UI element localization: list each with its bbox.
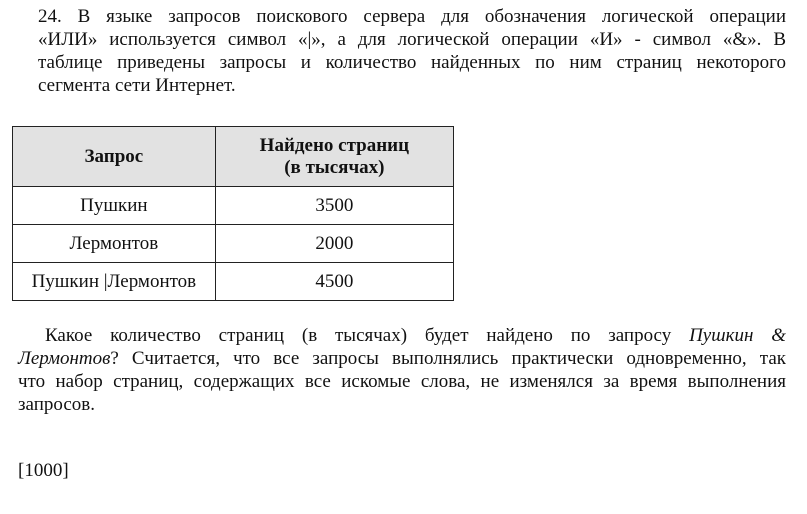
table-row bbox=[13, 187, 454, 225]
question-text-part: ? Считается, что все запросы выполнялись практически одновременно, так bbox=[110, 348, 786, 369]
answer: [1000] bbox=[18, 460, 69, 481]
cell-query: Пушкин bbox=[13, 187, 216, 225]
query-italic: Пушкин & bbox=[689, 325, 786, 346]
header-pages bbox=[215, 127, 453, 187]
question-line: запросов. bbox=[18, 394, 95, 415]
question-line bbox=[18, 347, 786, 370]
header-pages-line2: (в тысячах) bbox=[284, 156, 385, 178]
task-line: таблице приведены запросы и количество найденных по ним страниц некоторого bbox=[38, 52, 786, 73]
header-query: Запрос bbox=[13, 127, 216, 187]
question-text-part: Какое количество страниц (в тысячах) будет найдено по запросу bbox=[45, 325, 672, 346]
cell-query: Пушкин |Лермонтов bbox=[13, 263, 216, 301]
table-header-row bbox=[13, 127, 454, 187]
table-row bbox=[13, 263, 454, 301]
query-italic: Лермонтов bbox=[18, 348, 111, 369]
question-line bbox=[18, 324, 786, 347]
task-line: 24. В языке запросов поискового сервера для обозначения логической операции bbox=[38, 6, 786, 27]
question-text bbox=[18, 324, 786, 416]
table-row bbox=[13, 225, 454, 263]
query-table bbox=[12, 126, 454, 301]
cell-query: Лермонтов bbox=[13, 225, 216, 263]
task-line: «ИЛИ» используется символ «|», а для логической операции «И» - символ «&». В bbox=[38, 29, 786, 50]
question-line: что набор страниц, содержащих все искомые слова, не изменялся за время выполнения bbox=[18, 371, 786, 392]
header-pages-line1: Найдено страниц bbox=[259, 134, 410, 156]
task-line: сегмента сети Интернет. bbox=[38, 75, 236, 96]
cell-pages: 3500 bbox=[215, 187, 453, 225]
task-text bbox=[18, 5, 786, 97]
cell-pages: 2000 bbox=[215, 225, 453, 263]
cell-pages: 4500 bbox=[215, 263, 453, 301]
